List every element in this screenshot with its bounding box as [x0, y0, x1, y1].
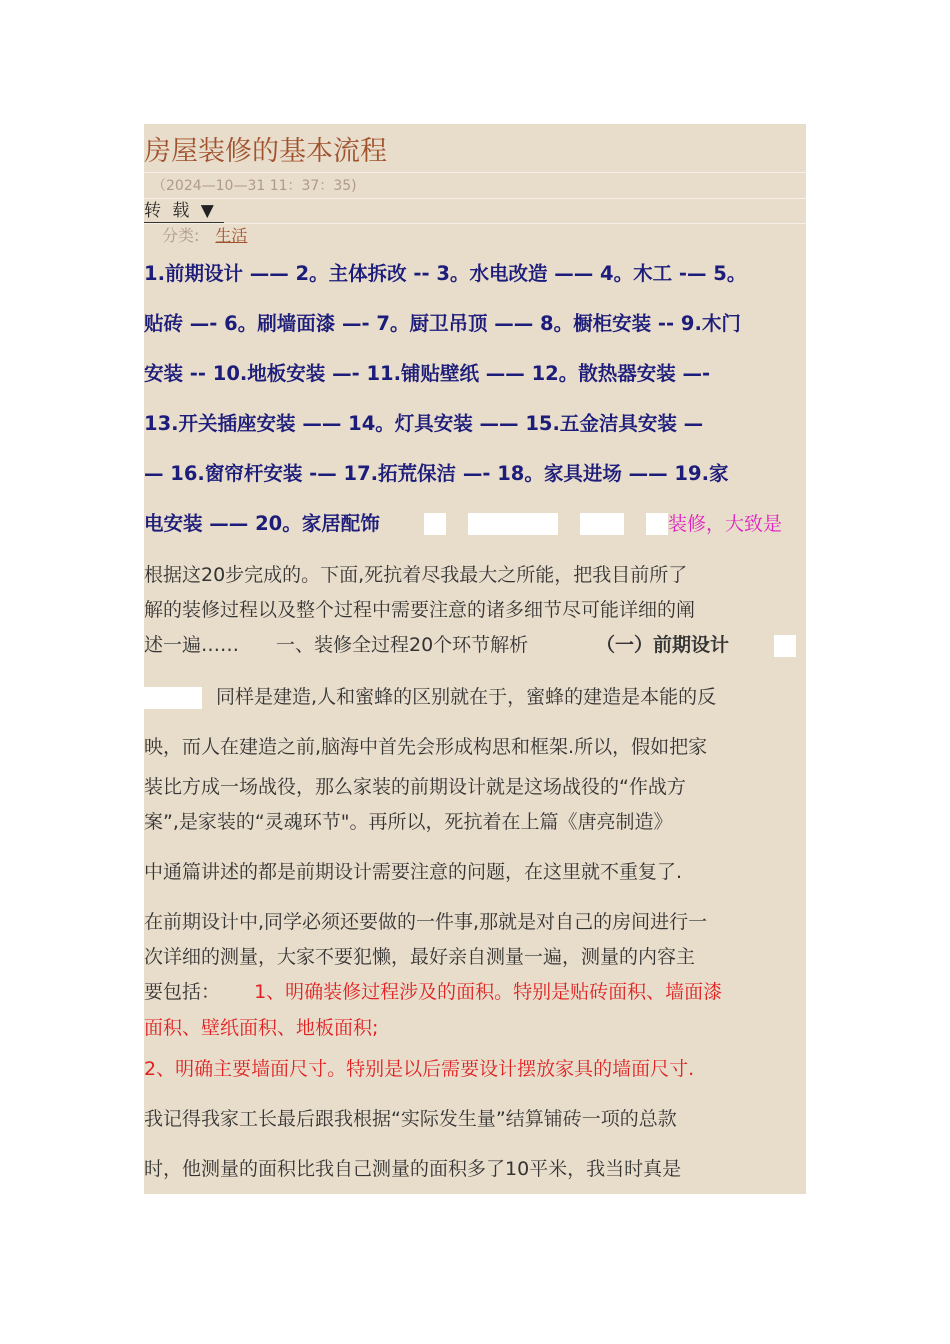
body-line: 同样是建造,人和蜜蜂的区别就在于，蜜蜂的建造是本能的反: [216, 686, 717, 708]
body-line-measure: [144, 975, 806, 1010]
intro-line: 根据这20步完成的。下面,死抗着尽我最大之所能，把我目前所了: [144, 564, 688, 586]
highlight-block: [424, 513, 446, 535]
body-line: 装比方成一场战役，那么家装的前期设计就是这场战役的“作战方: [144, 776, 686, 798]
category-label: 分类:: [162, 226, 200, 245]
highlight-block: [646, 513, 668, 535]
body-line: 映，而人在建造之前,脑海中首先会形成构思和框架.所以，假如把家: [144, 736, 708, 758]
repost-toggle[interactable]: [144, 200, 806, 223]
body-line: 案”,是家装的“灵魂环节"。再所以，死抗着在上篇《唐亮制造》: [144, 811, 673, 833]
steps-line: 1.前期设计 —— 2。主体拆改 -- 3。水电改造 —— 4。木工 -— 5。: [144, 262, 747, 285]
intro-line: [144, 628, 806, 663]
red-note: 2、明确主要墙面尺寸。特别是以后需要设计摆放家具的墙面尺寸.: [144, 1058, 695, 1080]
intro-tail: 装修，大致是: [668, 513, 783, 535]
title-divider: [144, 172, 806, 173]
body-text: 要包括：: [144, 981, 221, 1003]
date-divider: [144, 198, 806, 199]
repost-divider: [144, 223, 806, 224]
steps-line: 贴砖 —- 6。刷墙面漆 —- 7。厨卫吊顶 —— 8。橱柜安装 -- 9.木门: [144, 312, 741, 335]
highlight-block: [468, 513, 558, 535]
subsection-heading: （一）前期设计: [596, 634, 730, 656]
post-date: （2024—10—31 11：37：35): [152, 178, 357, 194]
red-note: 面积、壁纸面积、地板面积;: [144, 1017, 379, 1039]
body-line: 在前期设计中,同学必须还要做的一件事,那就是对自己的房间进行一: [144, 911, 708, 933]
section-heading: 一、装修全过程20个环节解析: [276, 634, 529, 656]
body-line: 我记得我家工长最后跟我根据“实际发生量”结算铺砖一项的总款: [144, 1108, 677, 1130]
steps-list: [144, 249, 806, 549]
steps-line: 13.开关插座安装 —— 14。灯具安装 —— 15.五金洁具安装 —: [144, 412, 704, 435]
category-row: [162, 225, 824, 247]
steps-line-end: 电安装 —— 20。家居配饰: [144, 512, 380, 535]
intro-line-start: 述一遍……: [144, 634, 240, 656]
body-para-1: [144, 672, 806, 722]
red-note: 1、明确装修过程涉及的面积。特别是贴砖面积、墙面漆: [254, 981, 723, 1003]
category-link[interactable]: 生活: [215, 226, 248, 245]
highlight-block: [580, 513, 624, 535]
intro-paragraph: [144, 558, 806, 663]
steps-line: — 16.窗帘杆安装 -— 17.拓荒保洁 —- 18。家具进场 —— 19.家: [144, 462, 729, 485]
indent-block: [144, 687, 202, 709]
steps-line: 安装 -- 10.地板安装 —- 11.铺贴壁纸 —— 12。散热器安装 —-: [144, 362, 711, 385]
repost-label[interactable]: 转 载 ▼: [144, 200, 224, 223]
intro-line: 解的装修过程以及整个过程中需要注意的诸多细节尽可能详细的阐: [144, 599, 696, 621]
article-page: [144, 124, 806, 1194]
body-line: 中通篇讲述的都是前期设计需要注意的问题，在这里就不重复了.: [144, 861, 683, 883]
body-line: 次详细的测量，大家不要犯懒，最好亲自测量一遍，测量的内容主: [144, 946, 696, 968]
highlight-block: [774, 635, 796, 657]
steps-line: [144, 499, 806, 549]
body-line: 时，他测量的面积比我自己测量的面积多了10平米，我当时真是: [144, 1158, 682, 1180]
article-title: 房屋装修的基本流程: [144, 136, 387, 167]
